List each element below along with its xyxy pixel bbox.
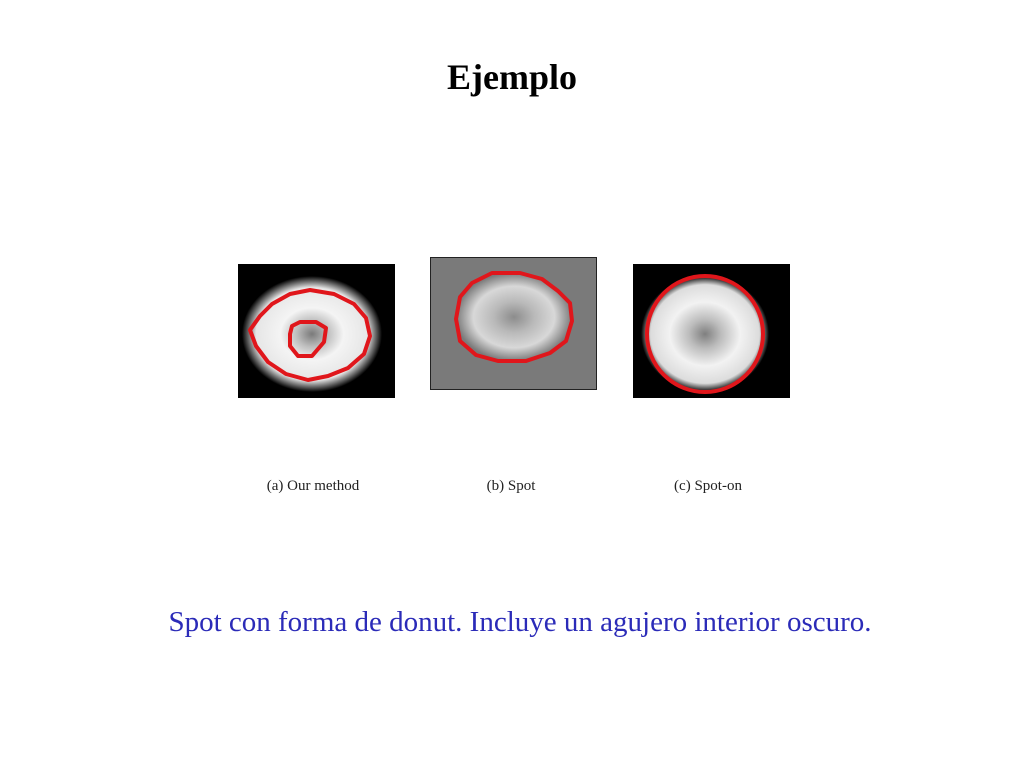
caption-spot-on: (c) Spot-on: [674, 478, 742, 494]
donut-spot-image: [238, 264, 395, 398]
panel-our-method: [238, 264, 395, 398]
spot-image: [430, 257, 597, 390]
panel-spot-on: [633, 264, 790, 398]
slide-title: Ejemplo: [447, 57, 577, 97]
caption-spot: (b) Spot: [486, 478, 536, 494]
circle-spot-image: [633, 264, 790, 398]
caption-our-method: (a) Our method: [266, 478, 360, 494]
panel-spot: [430, 257, 597, 390]
slide-description: Spot con forma de donut. Incluye un agujero interior oscuro.: [168, 606, 872, 638]
